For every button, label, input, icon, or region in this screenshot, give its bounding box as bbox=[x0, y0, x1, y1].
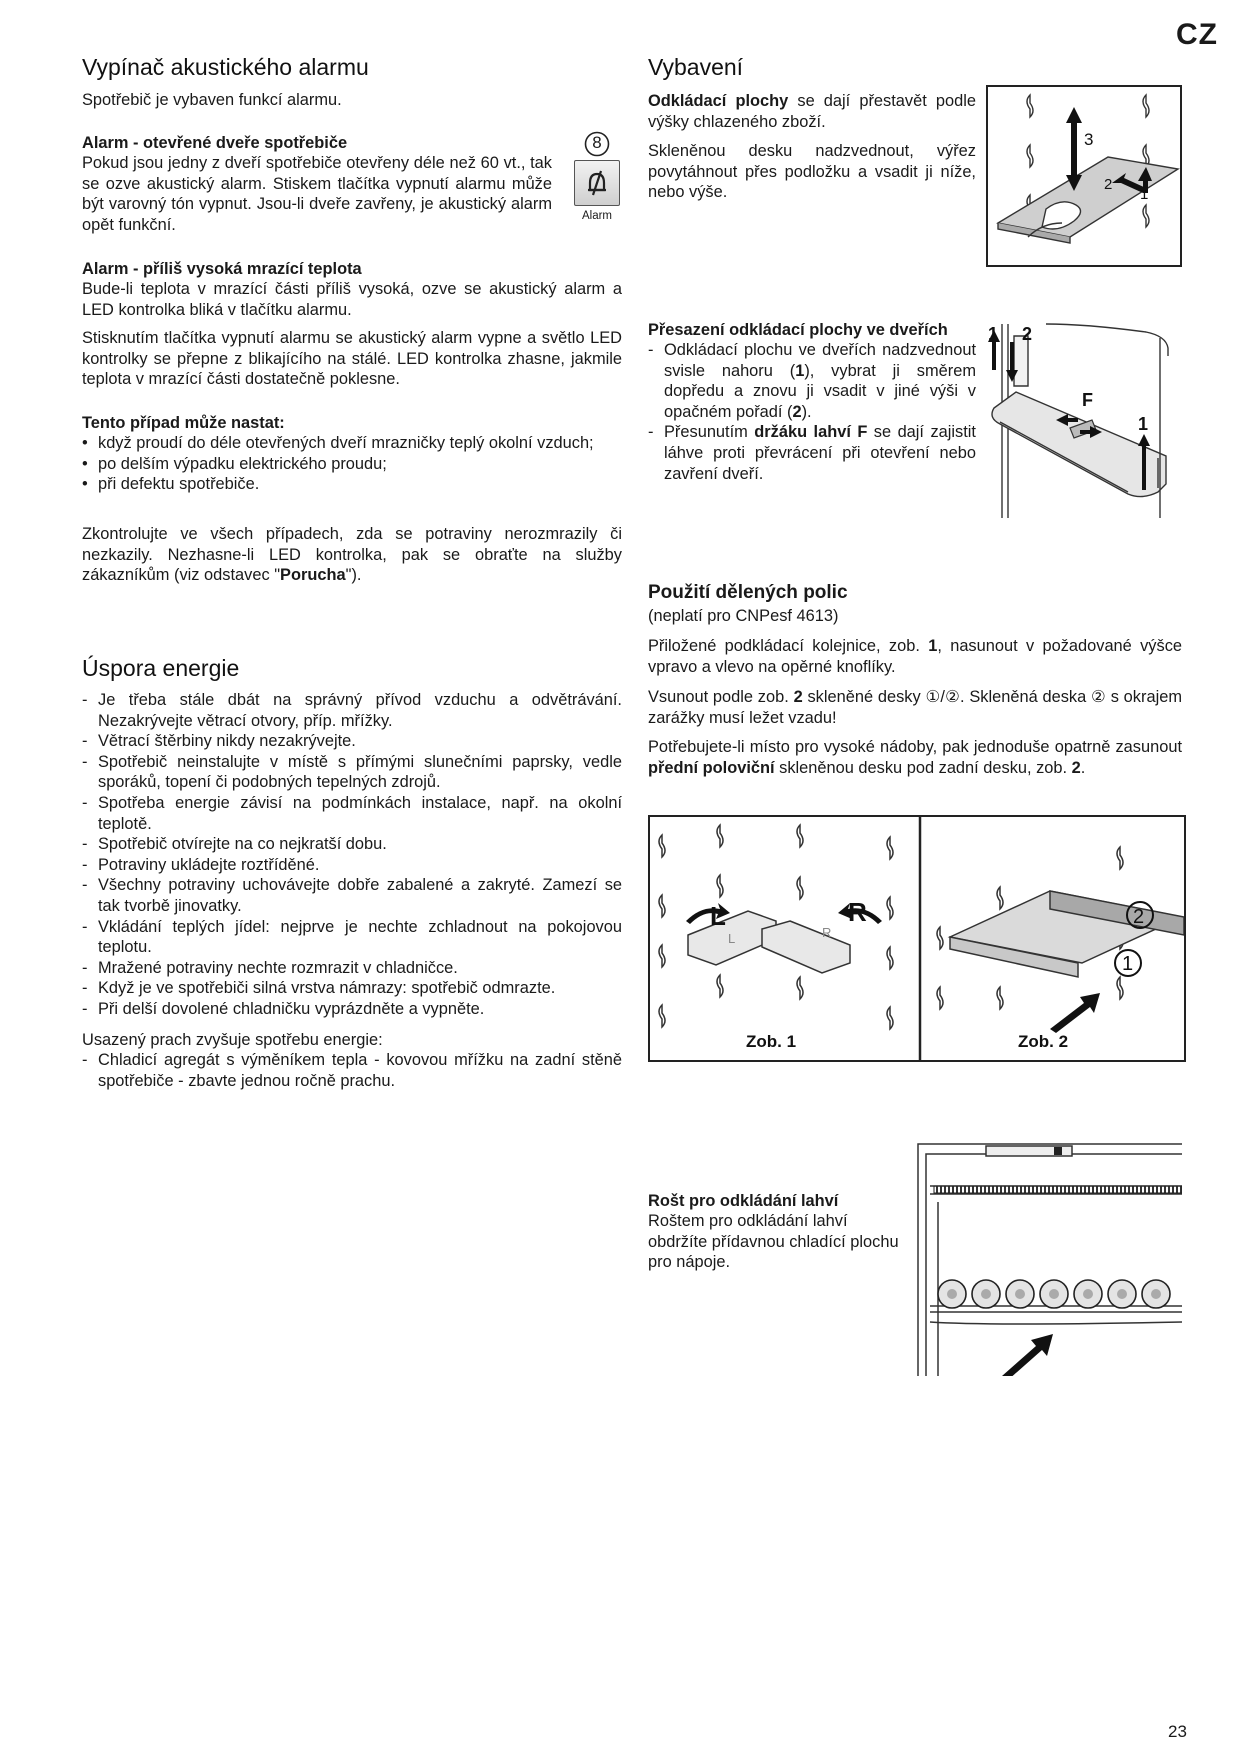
language-tag: CZ bbox=[1176, 18, 1218, 51]
zob2-label-1: 1 bbox=[1122, 953, 1134, 975]
zob1-label-L: L bbox=[710, 901, 726, 931]
list-item: - Větrací štěrbiny nikdy nezakrývejte. bbox=[82, 731, 622, 752]
energy-list bbox=[82, 690, 622, 1020]
zob2-label-2: 2 bbox=[1133, 906, 1145, 928]
list-item: - Vkládání teplých jídel: nejprve je nechte zchladnout na pokojovou teplotu. bbox=[82, 917, 622, 958]
alarm-intro: Spotřebič je vybaven funkcí alarmu. bbox=[82, 91, 342, 109]
list-item: - Spotřebič otvírejte na co nejkratší dobu. bbox=[82, 834, 622, 855]
list-item: • po delším výpadku elektrického proudu; bbox=[82, 454, 622, 475]
list-item: - Mražené potraviny nechte rozmrazit v chladničce. bbox=[82, 958, 622, 979]
rail-mark-R: R bbox=[822, 925, 832, 940]
fig2-label-2: 2 bbox=[1022, 324, 1033, 344]
energy-dust-intro: Usazený prach zvyšuje spotřebu energie: bbox=[82, 1031, 383, 1049]
list-item: - Spotřeba energie závisí na podmínkách instalace, např. na okolní teplotě. bbox=[82, 793, 622, 834]
fig2-label-F: F bbox=[1082, 390, 1093, 410]
split-shelf-figure bbox=[648, 815, 1186, 1062]
alarm-door-heading: Alarm - otevřené dveře spotřebiče bbox=[82, 134, 348, 152]
fig1-label-3: 3 bbox=[1084, 130, 1094, 149]
list-item: - Odkládací plochu ve dveřích nadzvednout svisle nahoru (1), vybrat ji směrem dopředu a znovu ji vsadit v jiné výši v opačném pořadí (2). bbox=[648, 340, 976, 422]
fig1-label-1: 1 bbox=[1140, 186, 1149, 203]
split-shelf-p3: Potřebujete-li místo pro vysoké nádoby, pak jednoduše opatrně zasunout přední poloviční skleněnou desku pod zadní desku, zob. 2. bbox=[648, 738, 1182, 777]
split-shelf-p2: Vsunout podle zob. 2 skleněné desky ①/②. Skleněná deska ② s okrajem zarážky musí ležet vzadu! bbox=[648, 688, 1182, 727]
fig2-label-1a: 1 bbox=[988, 324, 999, 344]
alarm-door-text: Pokud jsou jedny z dveří spotřebiče otevřeny déle než 60 vt., tak se ozve akustický alarm. Stiskem tlačítka vypnutí alarmu může být varovný tón vypnut. Jsou-li dveře zavřeny, je akustický alarm opět funkční. bbox=[82, 154, 552, 234]
list-item: - Přesunutím držáku lahví F se dají zajistit láhve proti převrácení při otevření nebo zavření dveří. bbox=[648, 422, 976, 484]
energy-title: Úspora energie bbox=[82, 655, 240, 681]
alarm-button[interactable] bbox=[574, 160, 620, 206]
shelf-adjust-figure bbox=[986, 85, 1182, 267]
alarm-press-text: Stisknutím tlačítka vypnutí alarmu se akustický alarm vypne a světlo LED kontrolky se přepne z blikajícího na stálé. LED kontrolka zhasne, jakmile teplota v mrazící části dostatečně poklesne. bbox=[82, 329, 622, 389]
energy-dust-list bbox=[82, 1050, 622, 1091]
door-shelf-illustration bbox=[984, 318, 1180, 518]
bell-mute-icon bbox=[575, 161, 619, 205]
equipment-title: Vybavení bbox=[648, 54, 744, 80]
alarm-check-text: Zkontrolujte ve všech případech, zda se potraviny nerozmrazily či nezkazily. Nezhasne-li LED kontrolka, pak se obraťte na služby zákazníkům (viz odstavec "Porucha"). bbox=[82, 525, 622, 585]
alarm-title: Vypínač akustického alarmu bbox=[82, 54, 369, 80]
equipment-glass-text: Skleněnou desku nadzvednout, výřez povytáhnout přes podložku a vsadit ji níže, nebo výše. bbox=[648, 142, 976, 202]
fig2-label-1b: 1 bbox=[1138, 414, 1149, 434]
shelf-illustration bbox=[988, 87, 1180, 265]
alarm-button-figure bbox=[574, 130, 620, 230]
rail-mark-L: L bbox=[728, 931, 736, 946]
alarm-case-list bbox=[82, 433, 622, 495]
split-shelf-p1: Přiložené podkládací kolejnice, zob. 1, nasunout v požadované výšce vpravo a vlevo na opěrné knoflíky. bbox=[648, 637, 1183, 676]
list-item: - Potraviny ukládejte roztříděné. bbox=[82, 855, 622, 876]
list-item: • když proudí do déle otevřených dveří mrazničky teplý okolní vzduch; bbox=[82, 433, 622, 454]
door-shelf-list bbox=[648, 340, 976, 484]
split-shelf-heading: Použití dělených polic bbox=[648, 582, 848, 603]
list-item: • při defektu spotřebiče. bbox=[82, 474, 622, 495]
bottle-rack-text: Roštem pro odkládání lahví obdržíte přídavnou chladící plochu pro nápoje. bbox=[648, 1212, 899, 1272]
zob1-caption: Zob. 1 bbox=[746, 1032, 797, 1051]
list-item: - Všechny potraviny uchovávejte dobře zabalené a zakryté. Zamezí se tak tvorbě jinovatky. bbox=[82, 875, 622, 916]
bottle-rack-heading: Rošt pro odkládání lahví bbox=[648, 1192, 839, 1210]
split-shelf-note: (neplatí pro CNPesf 4613) bbox=[648, 607, 839, 625]
door-shelf-figure bbox=[984, 318, 1180, 518]
bottle-rack-illustration bbox=[916, 1136, 1182, 1376]
alarm-temp-heading: Alarm - příliš vysoká mrazící teplota bbox=[82, 260, 362, 278]
list-item: - Při delší dovolené chladničku vyprázdněte a vypněte. bbox=[82, 999, 622, 1020]
fig1-label-2: 2 bbox=[1104, 176, 1113, 193]
door-shelf-heading: Přesazení odkládací plochy ve dveřích bbox=[648, 321, 948, 339]
list-item: - Spotřebič neinstalujte v místě s přímými slunečními paprsky, vedle sporáků, topení či podobných tepelných zdrojů. bbox=[82, 752, 622, 793]
alarm-temp-text: Bude-li teplota v mrazící části příliš vysoká, ozve se akustický alarm a LED kontrolka bliká v tlačítku alarmu. bbox=[82, 280, 622, 319]
alarm-case-heading: Tento případ může nastat: bbox=[82, 414, 285, 432]
zob2-caption: Zob. 2 bbox=[1018, 1032, 1069, 1051]
alarm-button-label: Alarm bbox=[581, 210, 613, 222]
button-number: 8 bbox=[592, 133, 602, 152]
list-item: - Chladicí agregát s výměníkem tepla - kovovou mřížku na zadní stěně spotřebiče - zbavte jednou ročně prachu. bbox=[82, 1050, 622, 1091]
page-number: 23 bbox=[1168, 1722, 1187, 1741]
list-item: - Když je ve spotřebiči silná vrstva námrazy: spotřebič odmrazte. bbox=[82, 978, 622, 999]
bottle-rack-figure bbox=[916, 1136, 1182, 1376]
zob1-label-R: R bbox=[848, 897, 867, 927]
list-item: - Je třeba stále dbát na správný přívod vzduchu a odvětrávání. Nezakrývejte větrací otvory, příp. mřížky. bbox=[82, 690, 622, 731]
split-shelf-illustration bbox=[650, 817, 1184, 1060]
equipment-shelf-text: Odkládací plochy se dají přestavět podle výšky chlazeného zboží. bbox=[648, 92, 976, 131]
